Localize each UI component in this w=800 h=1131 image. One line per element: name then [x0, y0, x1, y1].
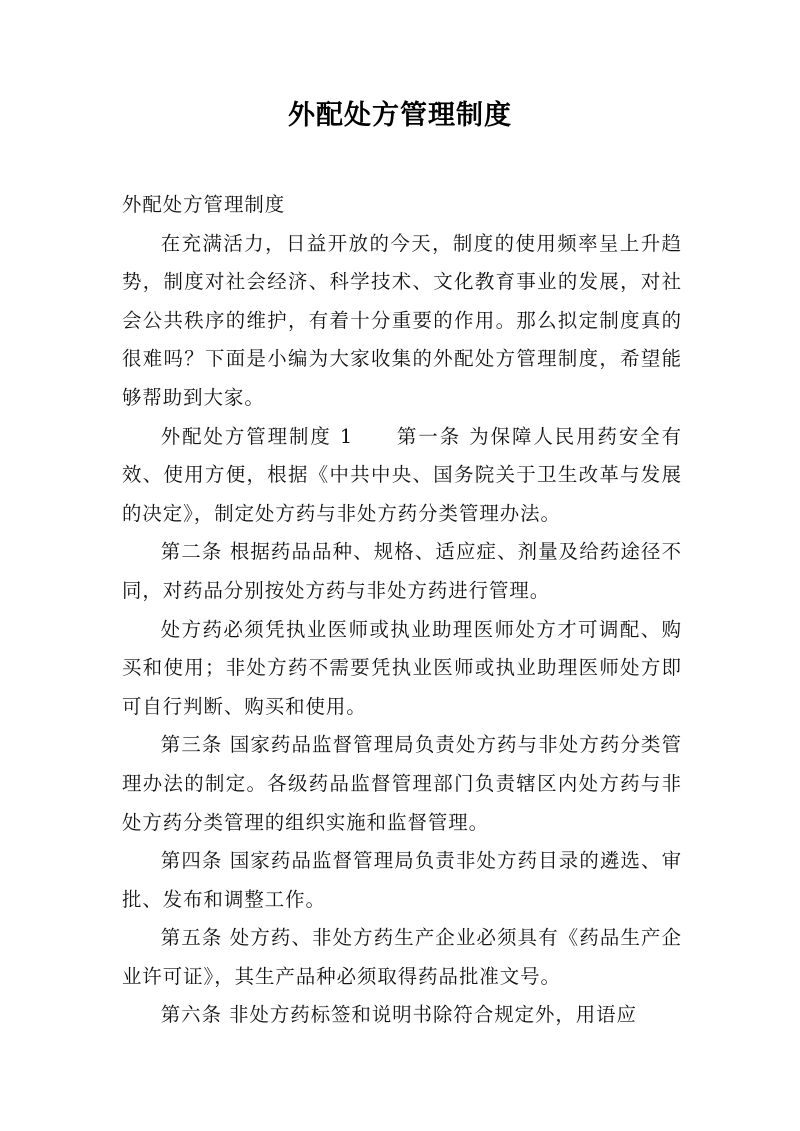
prescription-rule-paragraph: 处方药必须凭执业医师或执业助理医师处方才可调配、购买和使用；非处方药不需要凭执业医师或执业助理医师处方即可自行判断、购买和使用。	[122, 617, 682, 718]
article-1-paragraph: 外配处方管理制度 1 第一条 为保障人民用药安全有效、使用方便，根据《中共中央、国务院关于卫生改革与发展的决定》，制定处方药与非处方药分类管理办法。	[122, 424, 682, 525]
article-2-paragraph: 第二条 根据药品品种、规格、适应症、剂量及给药途径不同，对药品分别按处方药与非处方药进行管理。	[122, 540, 682, 602]
article-5-paragraph: 第五条 处方药、非处方药生产企业必须具有《药品生产企业许可证》，其生产品种必须取得药品批准文号。	[122, 926, 682, 988]
article-6-paragraph: 第六条 非处方药标签和说明书除符合规定外，用语应	[160, 1003, 637, 1027]
article-3-paragraph: 第三条 国家药品监督管理局负责处方药与非处方药分类管理办法的制定。各级药品监督管理部门负责辖区内处方药与非处方药分类管理的组织实施和监督管理。	[122, 733, 682, 834]
intro-paragraph: 在充满活力，日益开放的今天，制度的使用频率呈上升趋势，制度对社会经济、科学技术、文化教育事业的发展，对社会公共秩序的维护，有着十分重要的作用。那么拟定制度真的很难吗？下面是小编为大家收集的外配处方管理制度，希望能够帮助到大家。	[122, 231, 682, 409]
document-body	[122, 186, 682, 1035]
document-title: 外配处方管理制度	[288, 100, 512, 131]
document-subtitle: 外配处方管理制度	[122, 193, 286, 216]
article-4-paragraph: 第四条 国家药品监督管理局负责非处方药目录的遴选、审批、发布和调整工作。	[122, 849, 682, 911]
